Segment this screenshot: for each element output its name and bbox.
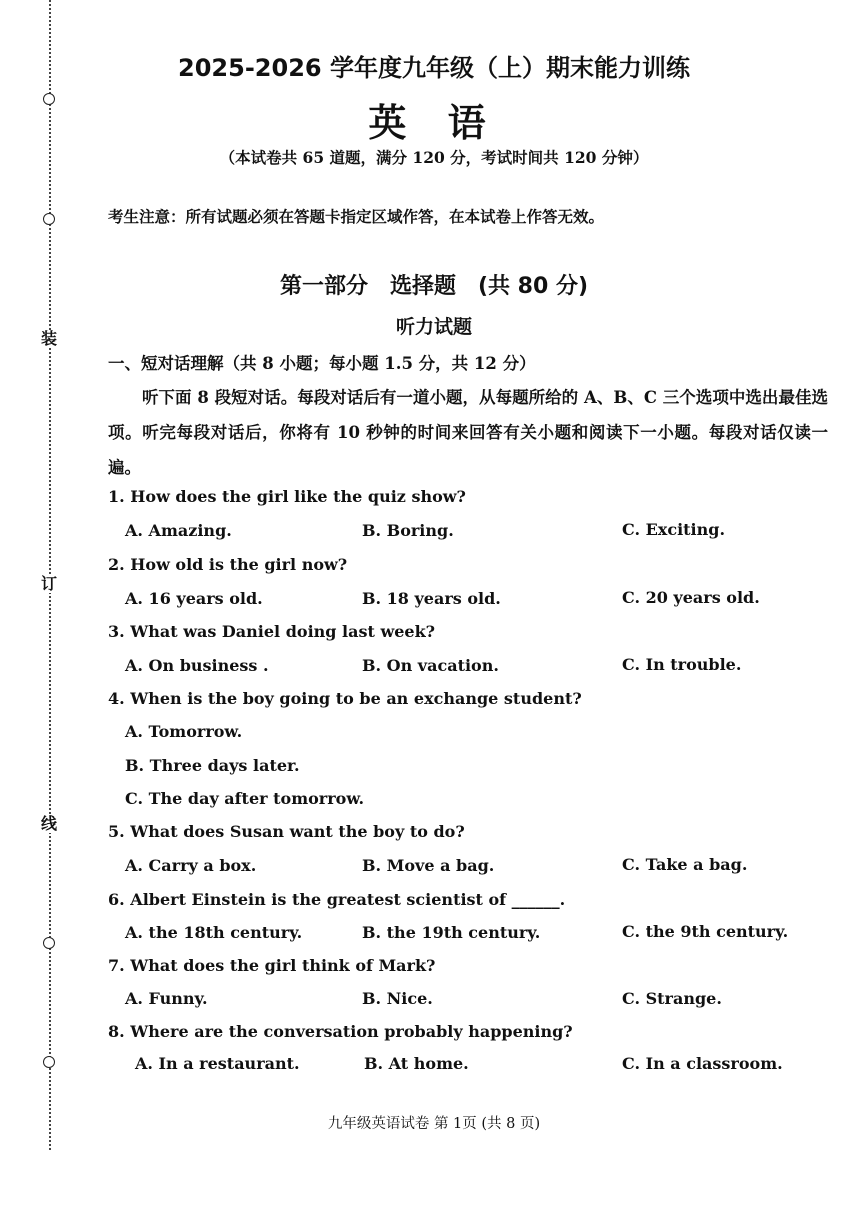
q4-option-a: A. Tomorrow. (125, 722, 243, 741)
subsection-heading: 一、短对话理解（共 8 小题；每小题 1.5 分，共 12 分） (108, 354, 536, 373)
q4-option-b: B. Three days later. (125, 756, 300, 775)
q6-option-c: C. the 9th century. (622, 922, 789, 941)
q8-option-a: A. In a restaurant. (135, 1054, 300, 1073)
q8-option-c: C. In a classroom. (622, 1054, 783, 1073)
question-8: 8. Where are the conversation probably happening? (108, 1022, 573, 1041)
q7-option-b: B. Nice. (362, 989, 433, 1008)
q1-option-a: A. Amazing. (125, 521, 232, 540)
page-footer: 九年级英语试卷 第 1页 (共 8 页) (327, 1116, 541, 1132)
q6-option-b: B. the 19th century. (362, 923, 541, 942)
binding-hole (43, 937, 55, 949)
q6-option-a: A. the 18th century. (125, 923, 303, 942)
binding-char-ding: 订 (41, 574, 58, 593)
question-5: 5. What does Susan want the boy to do? (108, 822, 465, 841)
q3-option-a: A. On business . (125, 656, 269, 675)
q2-option-b: B. 18 years old. (362, 589, 501, 608)
q5-option-a: A. Carry a box. (125, 856, 257, 875)
binding-hole (43, 1056, 55, 1068)
q3-option-b: B. On vacation. (362, 656, 499, 675)
q4-option-c: C. The day after tomorrow. (125, 789, 365, 808)
q3-option-c: C. In trouble. (622, 655, 742, 674)
binding-hole (43, 213, 55, 225)
exam-info: （本试卷共 65 道题，满分 120 分，考试时间共 120 分钟） (219, 148, 649, 167)
q8-option-b: B. At home. (364, 1054, 469, 1073)
question-3: 3. What was Daniel doing last week? (108, 622, 436, 641)
question-1: 1. How does the girl like the quiz show? (108, 487, 466, 506)
section-heading: 听力试题 (395, 316, 472, 338)
q5-option-c: C. Take a bag. (622, 855, 748, 874)
part-heading: 第一部分 选择题 (共 80 分) (279, 274, 589, 299)
question-4: 4. When is the boy going to be an exchange student? (108, 689, 582, 708)
q2-option-c: C. 20 years old. (622, 588, 760, 607)
exam-notice: 考生注意：所有试题必须在答题卡指定区域作答，在本试卷上作答无效。 (108, 207, 605, 226)
question-7: 7. What does the girl think of Mark? (108, 956, 436, 975)
q1-option-c: C. Exciting. (622, 520, 726, 539)
question-6: 6. Albert Einstein is the greatest scientist of ______. (108, 890, 566, 909)
instructions: 听下面 8 段短对话。每段对话后有一道小题，从每题所给的 A、B、C 三个选项中选出最佳选项。听完每段对话后，你将有 10 秒钟的时间来回答有关小题和阅读下一小题。每段对话仅读一遍。 (108, 388, 828, 477)
exam-title: 2025-2026 学年度九年级（上）期末能力训练 (178, 54, 690, 82)
exam-subject: 英 语 (368, 101, 500, 145)
binding-char-xian: 线 (41, 814, 58, 833)
q7-option-a: A. Funny. (125, 989, 208, 1008)
q2-option-a: A. 16 years old. (125, 589, 263, 608)
question-2: 2. How old is the girl now? (108, 555, 348, 574)
q7-option-c: C. Strange. (622, 989, 722, 1008)
q5-option-b: B. Move a bag. (362, 856, 495, 875)
binding-char-zhuang: 装 (41, 329, 58, 348)
q1-option-b: B. Boring. (362, 521, 454, 540)
